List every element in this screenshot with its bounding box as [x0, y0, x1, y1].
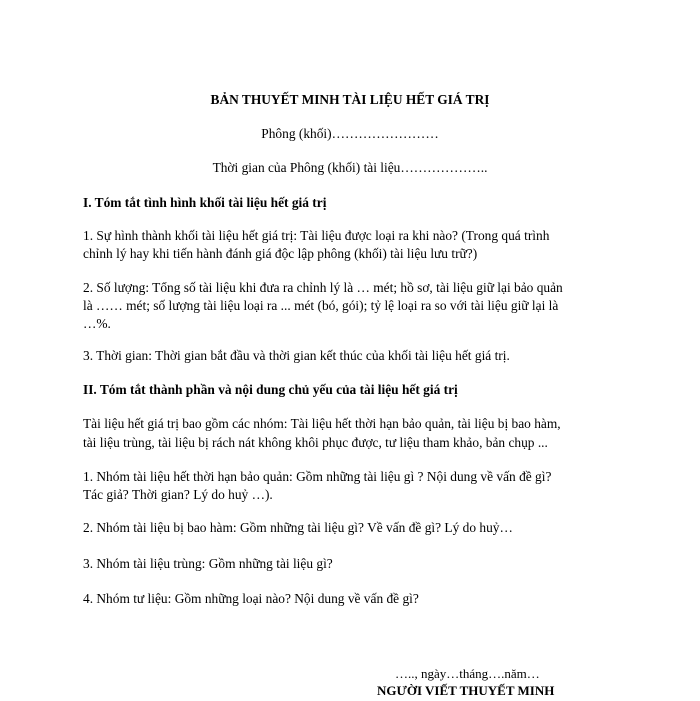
time-line: Thời gian của Phông (khối) tài liệu………………..: [212, 160, 488, 175]
section-2-intro-line-1: Tài liệu hết giá trị bao gồm các nhóm: Tài liệu hết thời hạn bảo quản, tài liệu bị bao hàm,: [83, 416, 561, 431]
group-3-line: 3. Nhóm tài liệu trùng: Gồm những tài liệu gì?: [83, 556, 333, 571]
section-1-paragraph-2-line-1: 2. Số lượng: Tổng số tài liệu khi đưa ra chỉnh lý là … mét; hồ sơ, tài liệu giữ lại bảo quản: [83, 280, 563, 295]
group-2-line: 2. Nhóm tài liệu bị bao hàm: Gồm những tài liệu gì? Về vấn đề gì? Lý do huỷ…: [83, 520, 513, 535]
section-1-paragraph-1-line-1: 1. Sự hình thành khối tài liệu hết giá trị: Tài liệu được loại ra khi nào? (Trong quá trình: [83, 228, 550, 243]
section-1-heading: I. Tóm tắt tình hình khối tài liệu hết giá trị: [83, 195, 327, 210]
signature-date-line: ….., ngày…tháng….năm…: [395, 666, 540, 681]
section-1-paragraph-1-line-2: chỉnh lý hay khi tiến hành đánh giá độc lập phông (khối) tài liệu lưu trữ?): [83, 246, 478, 261]
section-2-heading: II. Tóm tắt thành phần và nội dung chủ yếu của tài liệu hết giá trị: [83, 382, 458, 397]
group-1-line-2: Tác giả? Thời gian? Lý do huỷ …).: [83, 487, 273, 502]
section-1-paragraph-2-line-3: …%.: [83, 316, 111, 331]
group-4-line: 4. Nhóm tư liệu: Gồm những loại nào? Nội dung về vấn đề gì?: [83, 591, 419, 606]
document-title: BẢN THUYẾT MINH TÀI LIỆU HẾT GIÁ TRỊ: [210, 92, 490, 107]
fond-line: Phông (khối)……………………: [261, 126, 439, 141]
section-1-paragraph-3: 3. Thời gian: Thời gian bắt đầu và thời gian kết thúc của khối tài liệu hết giá trị.: [83, 348, 510, 363]
signer-title: NGƯỜI VIẾT THUYẾT MINH: [377, 683, 555, 698]
group-1-line-1: 1. Nhóm tài liệu hết thời hạn bảo quản: Gồm những tài liệu gì ? Nội dung về vấn đề gì?: [83, 469, 552, 484]
section-2-intro-line-2: tài liệu trùng, tài liệu bị rách nát không khôi phục được, tư liệu tham khảo, bản chụp ...: [83, 435, 548, 450]
section-1-paragraph-2-line-2: là …… mét; số lượng tài liệu loại ra ... mét (bó, gói); tỷ lệ loại ra so với tài liệu giữ lại là: [83, 298, 559, 313]
